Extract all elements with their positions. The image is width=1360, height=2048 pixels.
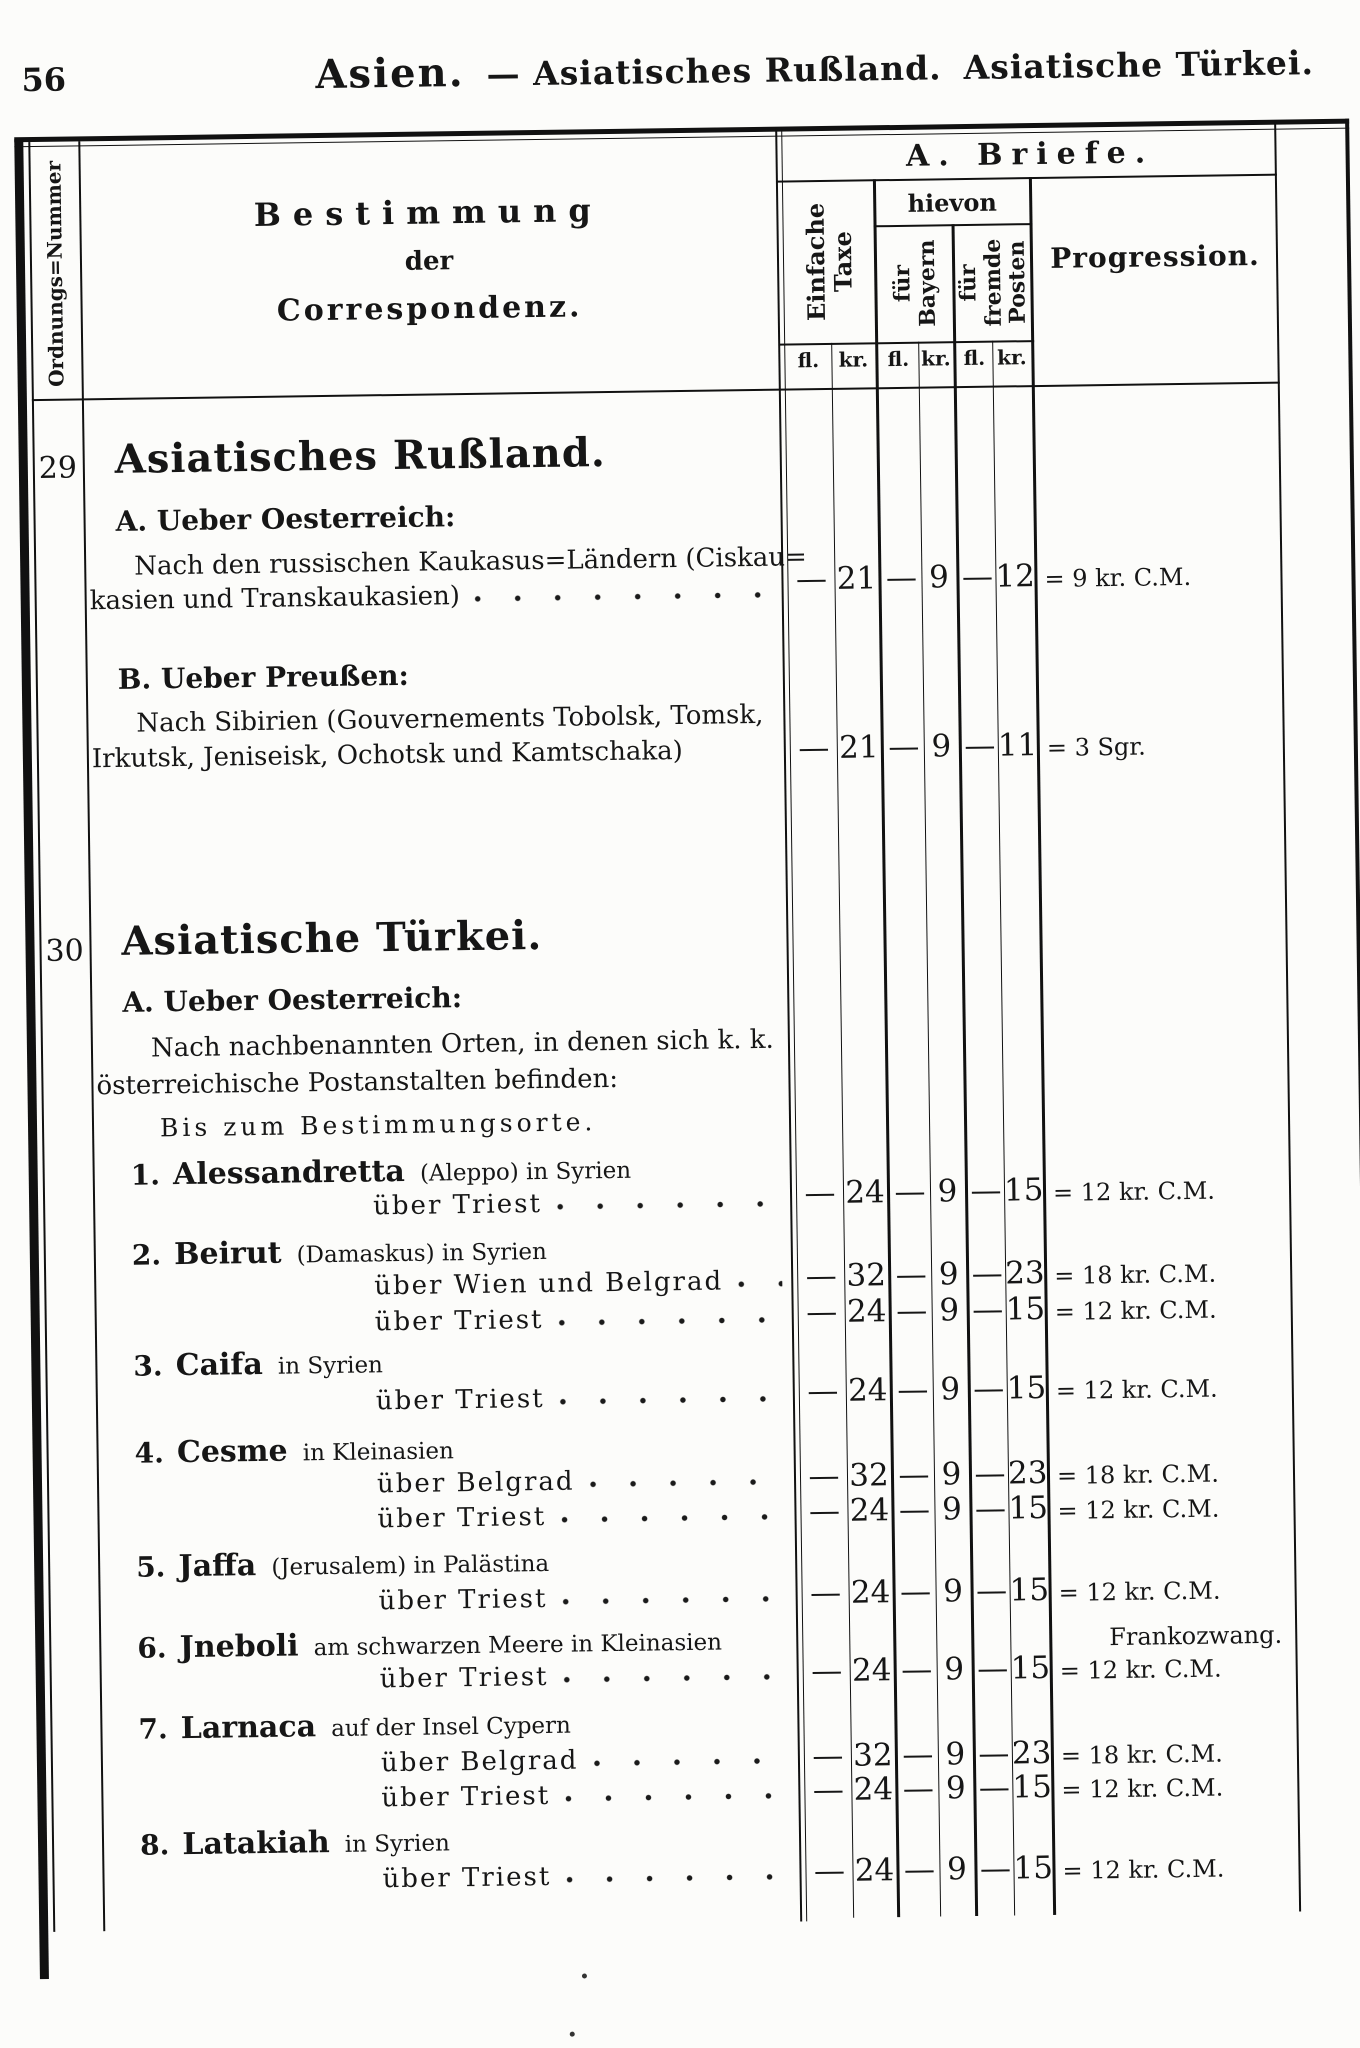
route-via-label: über Triest xyxy=(378,1583,548,1617)
value-fremde-kr: 23 xyxy=(1004,1255,1045,1292)
value-bayern-kr: 9 xyxy=(945,1770,966,1807)
value-einfache-fl: — xyxy=(813,1852,846,1890)
value-bayern-fl: — xyxy=(902,1736,934,1774)
unit-fl-3: fl. xyxy=(963,345,986,371)
entry-place-detail: (Jerusalem) in Palästina xyxy=(271,1550,550,1581)
value-fremde-fl: — xyxy=(970,1172,1002,1210)
value-einfache-kr: 24 xyxy=(854,1852,895,1889)
value-fremde-fl: — xyxy=(979,1850,1012,1887)
value-fremde-kr: 15 xyxy=(1013,1849,1054,1887)
hievon-header: hievon xyxy=(907,187,998,218)
value-einfache-fl: — xyxy=(810,1652,843,1690)
entry-number-29: 29 xyxy=(38,450,78,486)
fuer-bayern-label: für Bayern xyxy=(888,239,941,327)
value-bayern-fl: — xyxy=(885,559,918,597)
value-bayern-fl: — xyxy=(895,1256,927,1294)
briefe-section-header: A. Briefe. xyxy=(905,134,1155,174)
entry-number-30: 30 xyxy=(45,933,84,969)
value-bayern-fl: — xyxy=(897,1371,929,1409)
progression-value: = 12 kr. C.M. xyxy=(1054,1295,1217,1326)
frankozwang-note: Frankozwang. xyxy=(1109,1620,1283,1652)
fuer-fremde-posten-label: für fremde Posten xyxy=(954,238,1031,327)
entry-ordinal: 8. xyxy=(139,1828,170,1862)
value-einfache-fl: — xyxy=(812,1771,845,1809)
section-29-a-text-line2-label: kasien und Transkaukasien) xyxy=(89,581,461,617)
value-bayern-fl: — xyxy=(895,1292,928,1330)
title-asien: Asien. xyxy=(315,48,465,99)
value-fremde-fl: — xyxy=(974,1490,1007,1528)
value-fremde-kr: 12 xyxy=(995,558,1036,595)
value-bayern-kr: 9 xyxy=(940,1371,961,1408)
value-einfache-kr: 24 xyxy=(845,1174,886,1211)
bestimmung-header-line3: Correspondenz. xyxy=(276,289,583,329)
value-einfache-kr: 21 xyxy=(838,729,879,766)
fuer-fremde-posten-header xyxy=(955,223,1032,341)
value-fremde-fl: — xyxy=(973,1370,1005,1408)
section-30-intro-line1: Nach nachbenannten Orten, in denen sich k. k. xyxy=(150,1024,774,1064)
entry-ordinal: 2. xyxy=(131,1238,162,1272)
value-einfache-fl: — xyxy=(805,1293,838,1331)
page-running-title xyxy=(315,37,1314,98)
route-via-label: über Triest xyxy=(377,1501,547,1535)
value-einfache-fl: — xyxy=(798,729,830,767)
value-bayern-fl: — xyxy=(898,1491,931,1529)
value-fremde-kr: 15 xyxy=(1009,1571,1050,1609)
value-bayern-fl: — xyxy=(898,1456,930,1494)
value-einfache-fl: — xyxy=(804,1174,836,1212)
unit-kr-1: kr. xyxy=(838,347,869,372)
entry-place-detail: auf der Insel Cypern xyxy=(331,1712,572,1743)
progression-value: = 18 kr. C.M. xyxy=(1054,1259,1217,1290)
destination-entry xyxy=(138,1706,571,1747)
scan-speck xyxy=(570,2032,575,2037)
destination-entry xyxy=(140,1823,450,1862)
unit-kr-2: kr. xyxy=(920,346,951,371)
section-30-intro-line2: österreichische Postanstalten befinden: xyxy=(96,1063,619,1102)
route-via-label: über Belgrad xyxy=(376,1466,575,1500)
progression-header: Progression. xyxy=(1049,238,1261,275)
value-bayern-fl: — xyxy=(900,1651,933,1689)
value-einfache-kr: 24 xyxy=(851,1652,892,1689)
value-fremde-fl: — xyxy=(961,558,994,596)
value-einfache-kr: 32 xyxy=(849,1457,889,1494)
title-asiatisches-russland: — Asiatisches Rußland. xyxy=(486,48,942,94)
entry-place-name: Larnaca xyxy=(180,1709,317,1747)
page-number: 56 xyxy=(21,60,67,100)
value-einfache-kr: 24 xyxy=(849,1492,890,1529)
route-via-label: über Triest xyxy=(382,1861,552,1895)
entry-ordinal: 5. xyxy=(135,1550,166,1584)
section-29-b-text-line1: Nach Sibirien (Gouvernements Tobolsk, Tomsk, xyxy=(136,699,764,739)
progression-value: = 12 kr. C.M. xyxy=(1059,1654,1222,1685)
value-einfache-kr: 21 xyxy=(836,560,877,597)
value-fremde-kr: 23 xyxy=(1007,1454,1048,1492)
value-fremde-fl: — xyxy=(974,1455,1006,1493)
entry-place-detail: in Kleinasien xyxy=(302,1438,455,1467)
value-bayern-kr: 9 xyxy=(931,728,952,765)
entry-ordinal: 6. xyxy=(137,1631,167,1665)
value-bayern-fl: — xyxy=(902,1770,935,1808)
route-via-label: über Triest xyxy=(379,1661,549,1695)
entry-place-name: Alessandretta xyxy=(172,1153,406,1193)
value-bayern-kr: 9 xyxy=(944,1651,965,1688)
bestimmung-header-line2: der xyxy=(404,246,454,277)
fuer-bayern-header xyxy=(877,224,954,342)
value-fremde-kr: 15 xyxy=(1008,1489,1049,1527)
unit-fl-2: fl. xyxy=(887,346,910,372)
progression-value: = 12 kr. C.M. xyxy=(1055,1374,1218,1405)
value-bayern-kr: 9 xyxy=(945,1736,966,1773)
entry-place-name: Jaffa xyxy=(178,1548,257,1585)
section-29-b-text-line2: Irkutsk, Jeniseisk, Ochotsk und Kamtschaka) xyxy=(91,736,683,775)
progression-value: = 9 kr. C.M. xyxy=(1044,562,1192,593)
value-bayern-kr: 9 xyxy=(946,1851,968,1888)
value-fremde-kr: 23 xyxy=(1011,1734,1052,1772)
route-via-label: über Triest xyxy=(372,1189,543,1222)
value-einfache-kr: 24 xyxy=(850,1574,891,1611)
einfache-taxe-label: Einfache Taxe xyxy=(800,202,858,321)
value-fremde-kr: 15 xyxy=(1005,1291,1046,1328)
value-bayern-fl: — xyxy=(899,1573,932,1611)
value-bayern-kr: 9 xyxy=(938,1256,959,1293)
value-bayern-kr: 9 xyxy=(928,559,950,596)
section-30-a-heading: A. Ueber Oesterreich: xyxy=(122,981,463,1019)
entry-place-name: Cesme xyxy=(176,1433,288,1471)
value-fremde-kr: 15 xyxy=(1006,1369,1047,1407)
value-einfache-fl: — xyxy=(809,1574,842,1612)
progression-value: = 3 Sgr. xyxy=(1046,732,1146,762)
value-einfache-fl: — xyxy=(807,1372,839,1410)
entry-place-detail: in Syrien xyxy=(344,1830,450,1858)
entry-ordinal: 1. xyxy=(130,1158,161,1192)
value-fremde-fl: — xyxy=(964,727,996,765)
value-fremde-fl: — xyxy=(971,1255,1003,1293)
value-einfache-kr: 32 xyxy=(846,1257,887,1294)
progression-value: = 12 kr. C.M. xyxy=(1052,1176,1216,1207)
route-via-label: über Belgrad xyxy=(380,1745,579,1779)
progression-value: = 12 kr. C.M. xyxy=(1057,1494,1220,1525)
route-via-label: über Triest xyxy=(381,1780,551,1814)
value-bayern-kr: 9 xyxy=(937,1173,958,1210)
entry-place-name: Beirut xyxy=(173,1235,282,1273)
value-fremde-fl: — xyxy=(976,1650,1009,1687)
value-einfache-fl: — xyxy=(805,1257,837,1295)
einfache-taxe-header xyxy=(785,179,875,343)
progression-value: = 12 kr. C.M. xyxy=(1061,1773,1224,1804)
section-30-title: Asiatische Türkei. xyxy=(121,911,543,965)
value-einfache-kr: 24 xyxy=(853,1771,894,1808)
value-einfache-fl: — xyxy=(808,1457,840,1495)
entry-place-name: Jneboli xyxy=(179,1628,299,1666)
unit-kr-3: kr. xyxy=(996,345,1027,370)
value-einfache-kr: 32 xyxy=(852,1737,893,1774)
section-29-title: Asiatisches Rußland. xyxy=(114,429,607,483)
entry-place-detail: (Aleppo) in Syrien xyxy=(419,1157,632,1187)
destination-entry xyxy=(133,1345,383,1383)
value-fremde-fl: — xyxy=(978,1769,1011,1806)
bestimmungsort-note: Bis zum Bestimmungsorte. xyxy=(159,1107,597,1143)
entry-ordinal: 3. xyxy=(133,1349,163,1383)
value-bayern-kr: 9 xyxy=(942,1573,964,1610)
destination-entry xyxy=(136,1544,549,1585)
value-bayern-kr: 9 xyxy=(939,1292,960,1329)
entry-place-name: Latakiah xyxy=(182,1825,330,1863)
entry-ordinal: 7. xyxy=(138,1712,168,1746)
ordnungs-nummer-label: Ordnungs=Nummer xyxy=(41,160,69,387)
bestimmung-header-line1: Bestimmung xyxy=(253,191,604,234)
value-fremde-fl: — xyxy=(978,1735,1010,1772)
value-bayern-kr: 9 xyxy=(941,1491,963,1528)
entry-place-name: Caifa xyxy=(175,1346,264,1384)
entry-ordinal: 4. xyxy=(134,1436,165,1470)
route-via-label: über Wien und Belgrad xyxy=(374,1266,724,1302)
value-fremde-kr: 15 xyxy=(1003,1172,1044,1209)
value-bayern-kr: 9 xyxy=(941,1456,962,1493)
value-einfache-fl: — xyxy=(808,1492,841,1530)
value-einfache-kr: 24 xyxy=(847,1372,888,1409)
page-edge-artifact xyxy=(1345,119,1360,1419)
value-fremde-kr: 11 xyxy=(997,727,1038,764)
value-bayern-fl: — xyxy=(894,1173,926,1211)
progression-value: = 12 kr. C.M. xyxy=(1058,1576,1221,1607)
entry-place-detail: (Damaskus) in Syrien xyxy=(296,1238,548,1269)
entry-place-detail: am schwarzen Meere in Kleinasien xyxy=(313,1629,723,1662)
value-bayern-fl: — xyxy=(903,1851,936,1889)
value-fremde-fl: — xyxy=(975,1572,1008,1609)
progression-value: = 12 kr. C.M. xyxy=(1062,1854,1225,1885)
progression-value: = 18 kr. C.M. xyxy=(1056,1459,1220,1490)
value-fremde-fl: — xyxy=(971,1291,1004,1329)
title-asiatische-tuerkei: Asiatische Türkei. xyxy=(963,43,1315,88)
value-bayern-fl: — xyxy=(888,728,920,766)
section-29-a-heading: A. Ueber Oesterreich: xyxy=(115,500,456,538)
value-einfache-fl: — xyxy=(795,560,828,598)
unit-fl-1: fl. xyxy=(797,348,820,373)
route-via-label: über Triest xyxy=(374,1305,544,1338)
scan-speck xyxy=(582,1973,587,1978)
value-einfache-kr: 24 xyxy=(846,1293,887,1330)
value-fremde-kr: 15 xyxy=(1012,1768,1053,1806)
value-einfache-fl: — xyxy=(812,1737,844,1775)
section-29-b-heading: B. Ueber Preußen: xyxy=(117,658,410,696)
value-fremde-kr: 15 xyxy=(1010,1649,1051,1687)
section-29-a-text-line1: Nach den russischen Kaukasus=Ländern (Ciskau= xyxy=(134,542,808,582)
progression-value: = 18 kr. C.M. xyxy=(1060,1739,1223,1770)
route-via-label: über Triest xyxy=(375,1384,545,1417)
entry-place-detail: in Syrien xyxy=(277,1352,384,1380)
